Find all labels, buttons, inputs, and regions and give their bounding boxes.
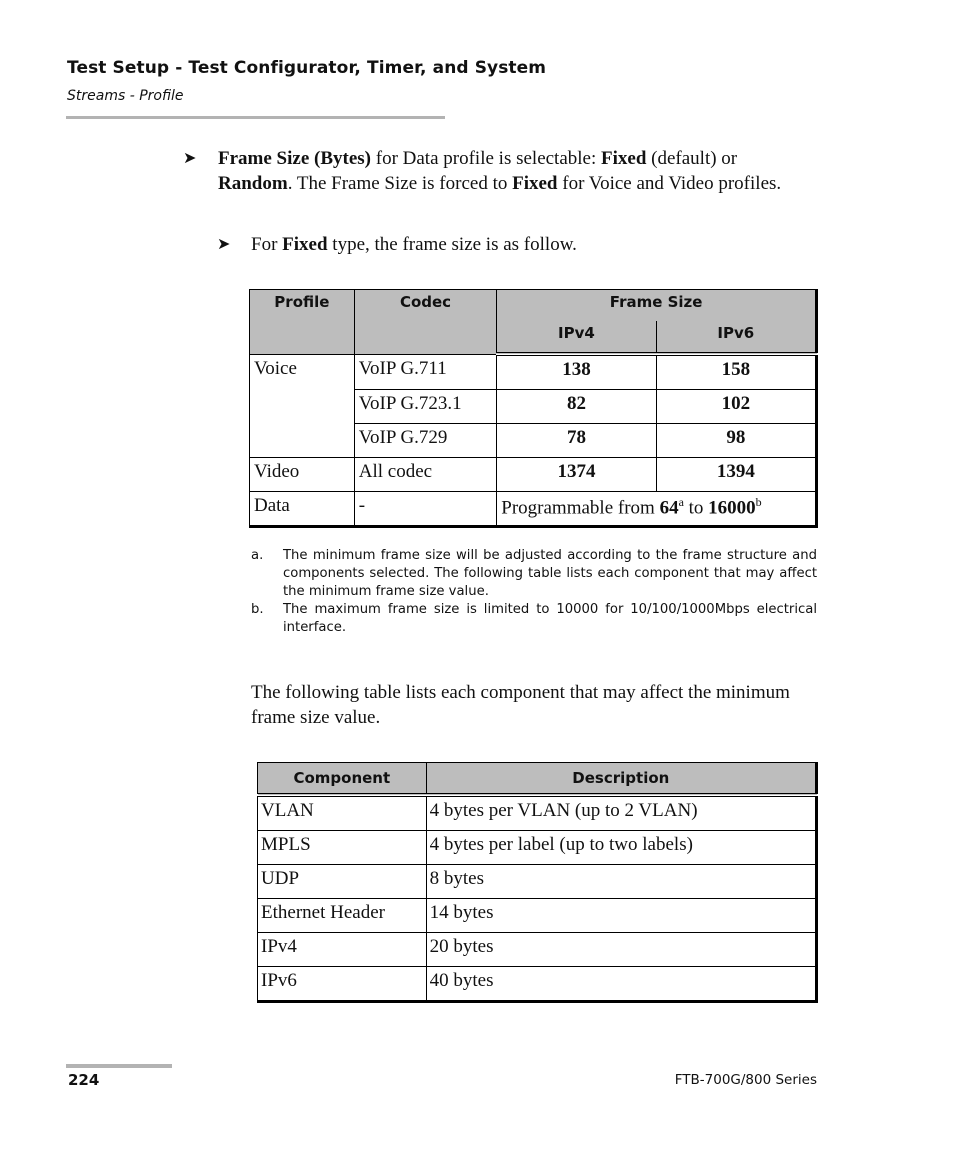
cell-ipv6: 158 bbox=[656, 354, 816, 390]
term-fixed: Fixed bbox=[512, 173, 558, 194]
sub-bullet-fixed bbox=[217, 232, 777, 257]
col-header-ipv6: IPv6 bbox=[656, 321, 816, 354]
bullet-text bbox=[218, 146, 783, 196]
cell-description: 40 bytes bbox=[426, 967, 816, 1002]
cell-codec: VoIP G.729 bbox=[354, 424, 497, 458]
cell-ipv4: 138 bbox=[497, 354, 656, 390]
text-run: For bbox=[251, 234, 283, 255]
term-frame-size: Frame Size (Bytes) bbox=[218, 148, 371, 169]
footnote bbox=[251, 601, 817, 637]
col-header-profile: Profile bbox=[250, 290, 355, 355]
cell-codec: VoIP G.723.1 bbox=[354, 390, 497, 424]
col-header-codec: Codec bbox=[354, 290, 497, 355]
footnote-text: The minimum frame size will be adjusted according to the frame structure and components selected. The following table lists each component that may affect the minimum frame size value. bbox=[283, 548, 817, 599]
component-table bbox=[257, 762, 818, 1003]
table-row bbox=[250, 492, 817, 527]
cell-ipv4: 82 bbox=[497, 390, 656, 424]
cell-codec: - bbox=[354, 492, 497, 527]
cell-ipv4: 1374 bbox=[497, 458, 656, 492]
cell-profile: Video bbox=[250, 458, 355, 492]
table-row bbox=[258, 933, 817, 967]
footer-divider bbox=[66, 1064, 172, 1068]
col-header-ipv4: IPv4 bbox=[497, 321, 656, 354]
cell-description: 8 bytes bbox=[426, 865, 816, 899]
cell-codec: VoIP G.711 bbox=[354, 354, 497, 390]
text-run: Programmable from bbox=[501, 497, 660, 519]
cell-profile: Voice bbox=[250, 354, 355, 458]
range-max: 16000 bbox=[708, 497, 756, 519]
table-row bbox=[250, 458, 817, 492]
table-footnotes bbox=[251, 547, 817, 637]
cell-description: 14 bytes bbox=[426, 899, 816, 933]
page-header-subtitle: Streams - Profile bbox=[67, 88, 184, 104]
table-row bbox=[258, 865, 817, 899]
text-run: for Data profile is selectable: bbox=[371, 148, 602, 169]
cell-profile: Data bbox=[250, 492, 355, 527]
cell-description: 4 bytes per VLAN (up to 2 VLAN) bbox=[426, 795, 816, 831]
text-run: for Voice and Video profiles. bbox=[557, 173, 782, 194]
text-run: . The Frame Size is forced to bbox=[287, 173, 513, 194]
cell-component: MPLS bbox=[258, 831, 427, 865]
text-run: (default) or bbox=[646, 148, 738, 169]
term-random: Random bbox=[218, 173, 288, 194]
cell-ipv6: 1394 bbox=[656, 458, 816, 492]
cell-ipv6: 102 bbox=[656, 390, 816, 424]
col-header-frame-size: Frame Size bbox=[497, 290, 817, 322]
footnote-mark: a. bbox=[251, 548, 264, 563]
cell-programmable-range bbox=[497, 492, 817, 527]
intro-paragraph: The following table lists each component that may affect the minimum frame size value. bbox=[251, 682, 790, 728]
table-row bbox=[250, 354, 817, 390]
cell-description: 20 bytes bbox=[426, 933, 816, 967]
col-header-component: Component bbox=[258, 763, 427, 796]
col-header-description: Description bbox=[426, 763, 816, 796]
table-row bbox=[258, 795, 817, 831]
arrow-bullet-icon: ➤ bbox=[183, 150, 197, 167]
bullet-frame-size bbox=[183, 146, 783, 196]
cell-component: VLAN bbox=[258, 795, 427, 831]
cell-ipv4: 78 bbox=[497, 424, 656, 458]
range-min: 64 bbox=[659, 497, 679, 519]
term-fixed: Fixed bbox=[601, 148, 647, 169]
footnote-ref-b: b bbox=[755, 495, 762, 509]
text-run: to bbox=[683, 497, 709, 519]
cell-component: IPv6 bbox=[258, 967, 427, 1002]
footnote-ref-a: a bbox=[678, 495, 684, 509]
text-run: type, the frame size is as follow. bbox=[327, 234, 577, 255]
page-header-title: Test Setup - Test Configurator, Timer, and System bbox=[67, 58, 547, 78]
cell-ipv6: 98 bbox=[656, 424, 816, 458]
footnote-mark: b. bbox=[251, 602, 264, 617]
cell-component: Ethernet Header bbox=[258, 899, 427, 933]
cell-component: IPv4 bbox=[258, 933, 427, 967]
table-row bbox=[258, 899, 817, 933]
term-fixed: Fixed bbox=[282, 234, 328, 255]
frame-size-table bbox=[249, 289, 818, 528]
bullet-text bbox=[251, 232, 777, 257]
cell-codec: All codec bbox=[354, 458, 497, 492]
cell-description: 4 bytes per label (up to two labels) bbox=[426, 831, 816, 865]
page-number: 224 bbox=[68, 1071, 100, 1089]
arrow-bullet-icon: ➤ bbox=[217, 236, 231, 253]
table-row bbox=[258, 967, 817, 1002]
footnote-text: The maximum frame size is limited to 10000 for 10/100/1000Mbps electrical interface. bbox=[283, 602, 817, 635]
product-series: FTB-700G/800 Series bbox=[674, 1072, 817, 1088]
header-divider bbox=[66, 116, 445, 119]
table-row bbox=[258, 831, 817, 865]
cell-component: UDP bbox=[258, 865, 427, 899]
footnote bbox=[251, 547, 817, 601]
